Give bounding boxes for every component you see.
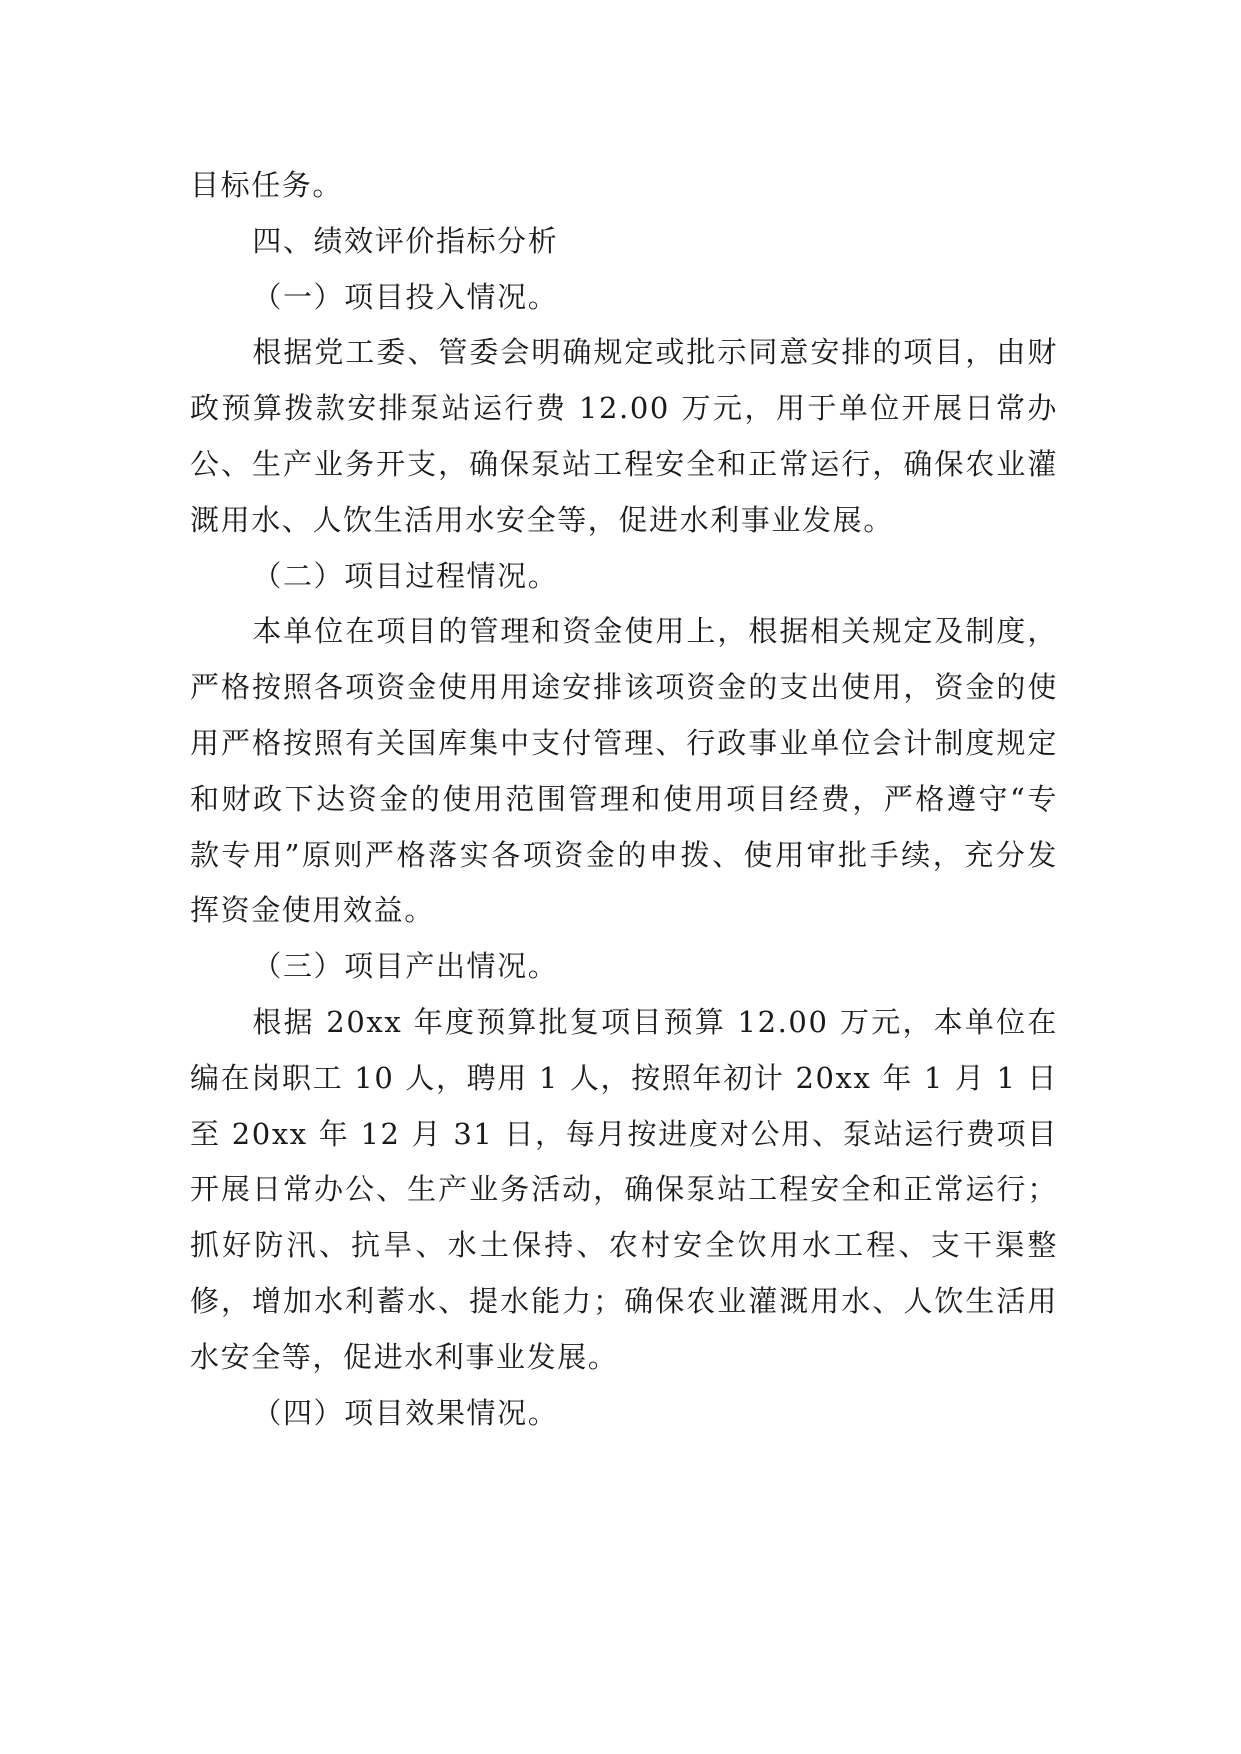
subsection-heading-process: （二）项目过程情况。 <box>252 558 559 593</box>
section-heading: 四、绩效评价指标分析 <box>252 223 559 258</box>
subsection-heading-output: （三）项目产出情况。 <box>252 949 559 984</box>
paragraph-input-details: 根据党工委、管委会明确规定或批示同意安排的项目，由财政预算拨款安排泵站运行费 12.00 万元，用于单位开展日常办公、生产业务开支，确保泵站工程安全和正常运行，确保农业灌溉用水、人饮生活用水安全等，促进水利事业发展。 <box>190 335 1058 537</box>
subsection-heading-input: （一）项目投入情况。 <box>252 279 559 314</box>
paragraph-process-details: 本单位在项目的管理和资金使用上，根据相关规定及制度，严格按照各项资金使用用途安排该项资金的支出使用，资金的使用严格按照有关国库集中支付管理、行政事业单位会计制度规定和财政下达资金的使用范围管理和使用项目经费，严格遵守“专款专用”原则严格落实各项资金的申拨、使用审批手续，充分发挥资金使用效益。 <box>190 614 1058 928</box>
document-body <box>190 158 1058 1441</box>
paragraph-output-details: 根据 20xx 年度预算批复项目预算 12.00 万元，本单位在编在岗职工 10 人，聘用 1 人，按照年初计 20xx 年 1 月 1 日至 20xx 年 12 月 31 日，每月按进度对公用、泵站运行费项目开展日常办公、生产业务活动，确保泵站工程安全和正常运行；抓好防汛、抗旱、水土保持、农村安全饮用水工程、支干渠整修，增加水利蓄水、提水能力；确保农业灌溉用水、人饮生活用水安全等，促进水利事业发展。 <box>190 1004 1058 1374</box>
paragraph-continuation: 目标任务。 <box>190 168 344 202</box>
subsection-heading-effect: （四）项目效果情况。 <box>252 1395 559 1430</box>
